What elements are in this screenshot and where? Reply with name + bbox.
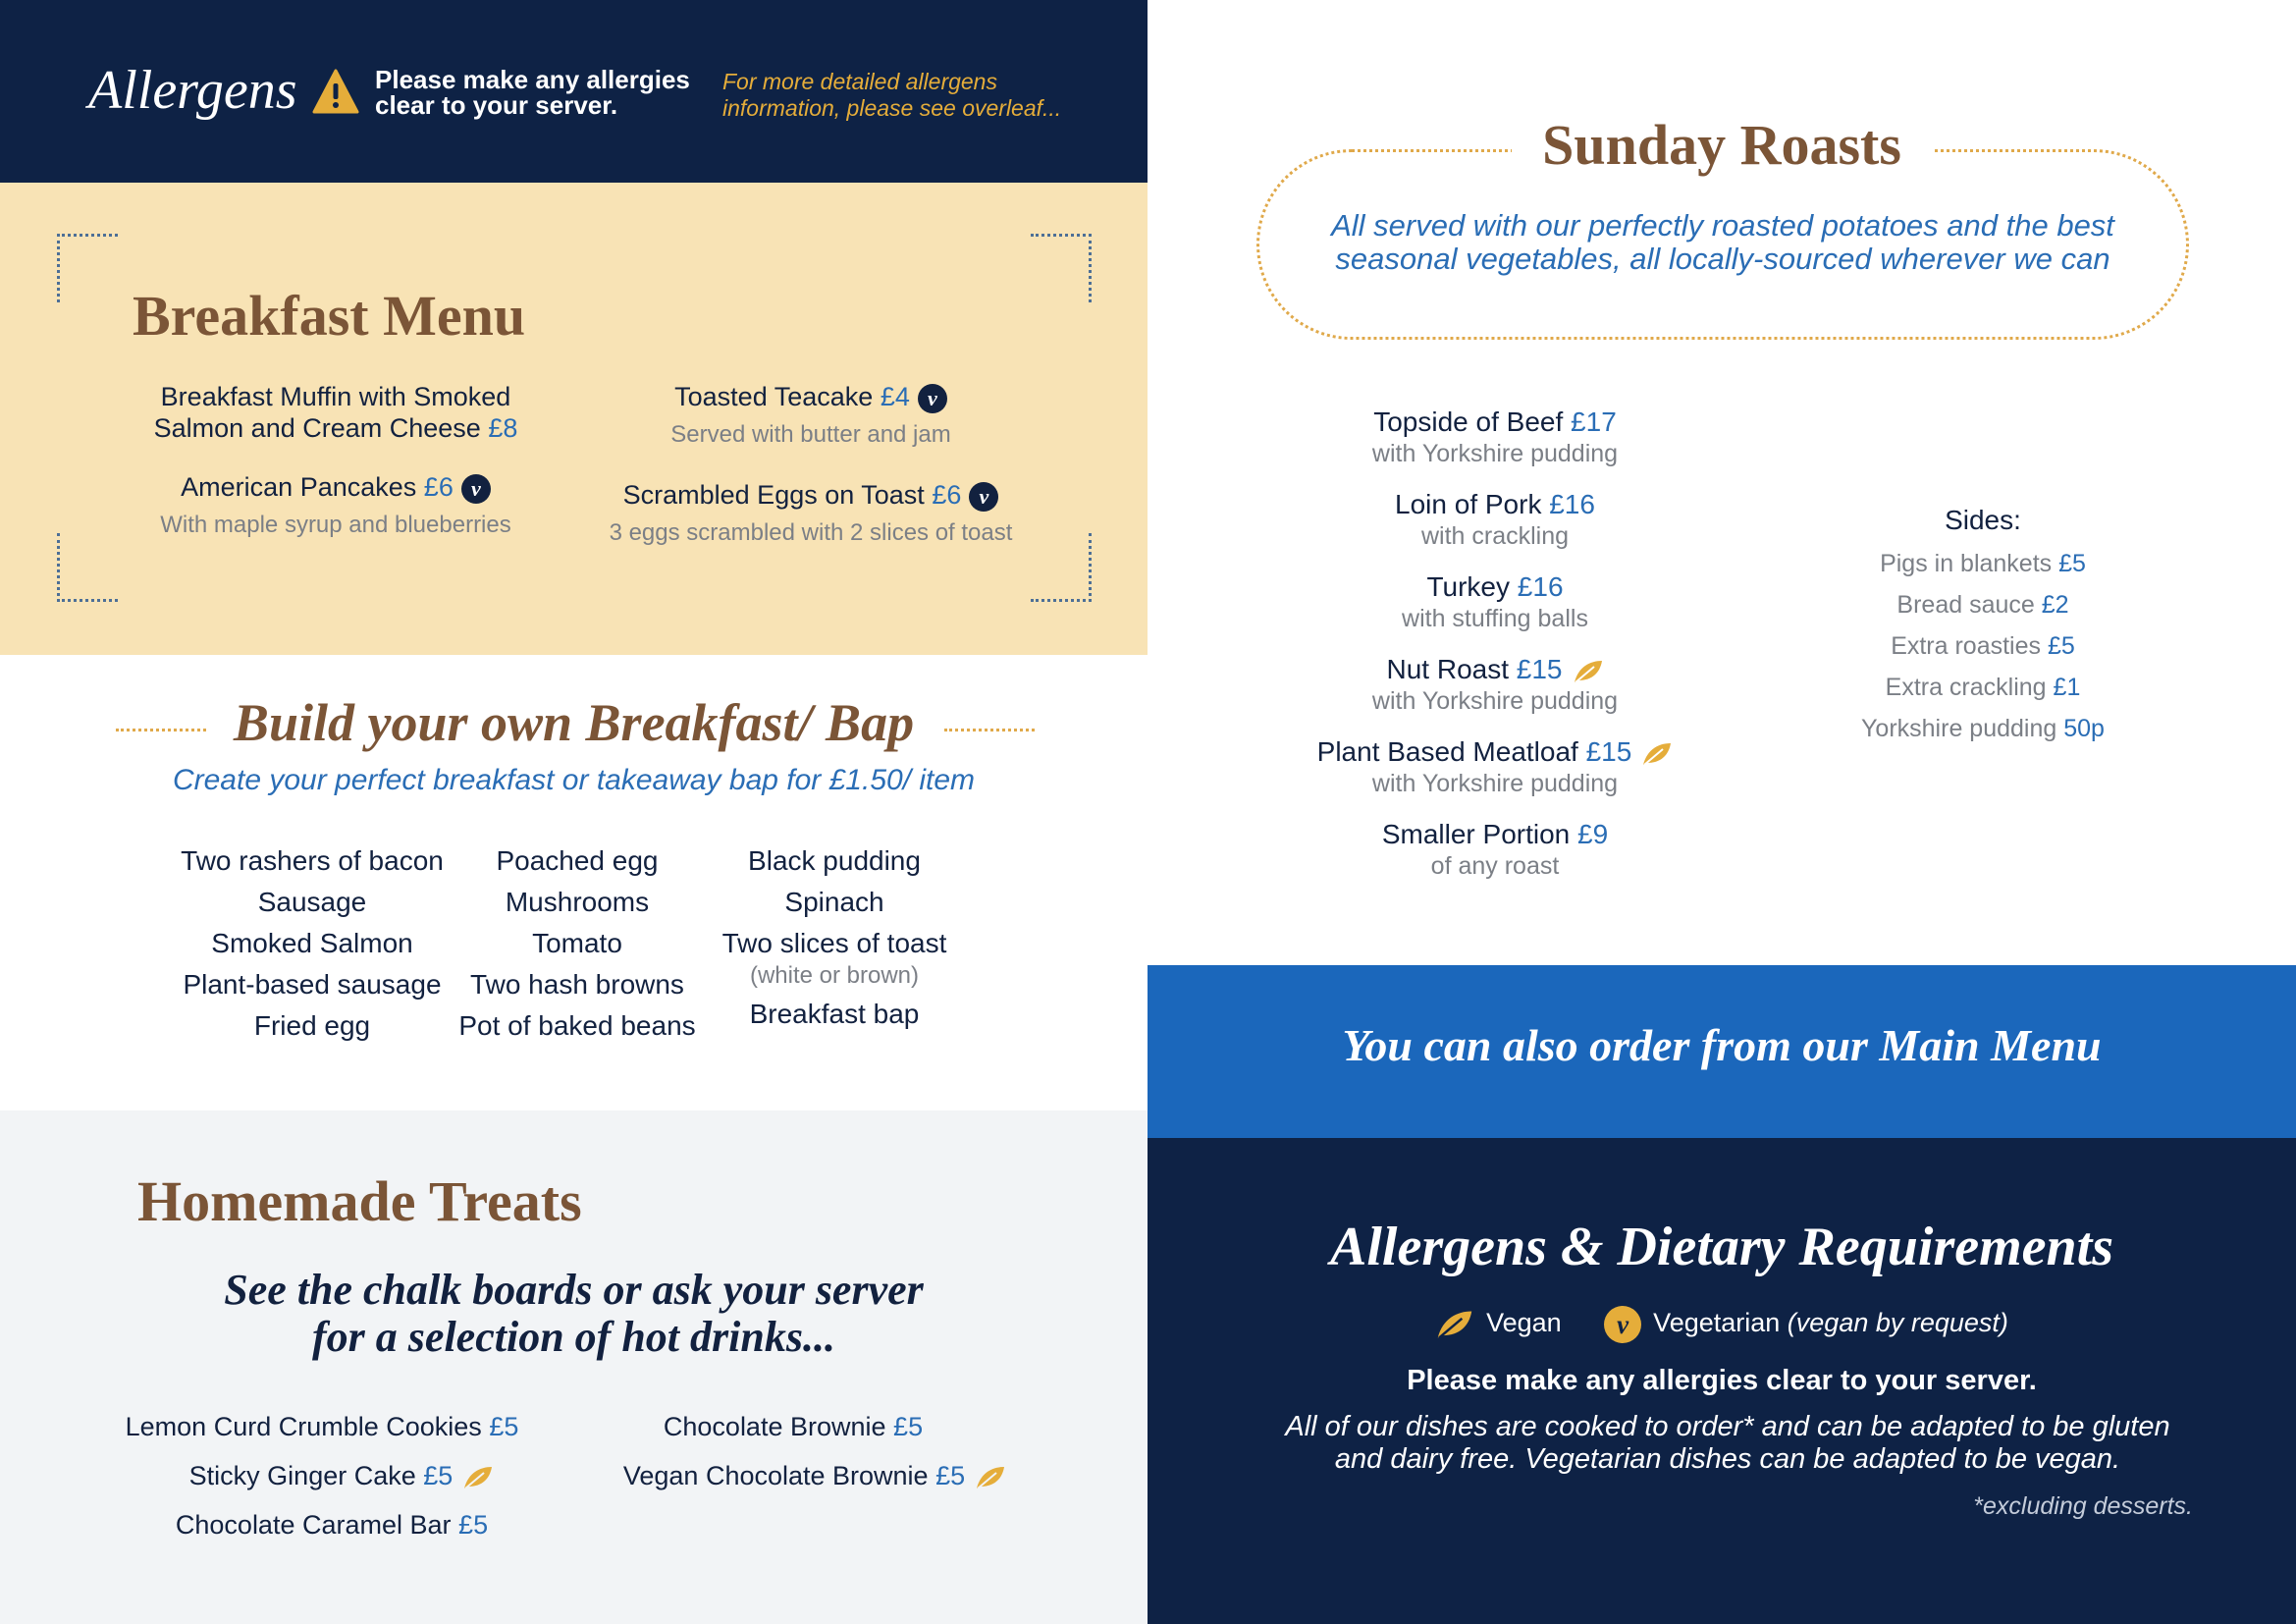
item-name: Chocolate Caramel Bar: [175, 1510, 452, 1540]
item-name: Chocolate Brownie: [663, 1412, 886, 1441]
item-price: £2: [2041, 591, 2069, 619]
build-column-3: [697, 840, 972, 1035]
dietary-title: Allergens & Dietary Requirements: [1330, 1217, 2113, 1277]
item-desc: with Yorkshire pudding: [1371, 440, 1619, 467]
subtitle-line: See the chalk boards or ask your server: [224, 1266, 924, 1314]
item-price: £1: [2053, 674, 2081, 701]
menu-item: [155, 1461, 528, 1491]
menu-item: [90, 471, 581, 541]
item-desc: with Yorkshire pudding: [1371, 770, 1619, 797]
roasts-title: Sunday Roasts: [1542, 113, 1901, 177]
list-item: Smoked Salmon: [211, 928, 413, 958]
vegan-leaf-icon: [1573, 659, 1604, 684]
side-item: [1787, 715, 2179, 743]
item-name: Lemon Curd Crumble Cookies: [125, 1412, 482, 1441]
roast-item: [1250, 571, 1740, 634]
item-price: £5: [935, 1461, 966, 1490]
item-name: Smaller Portion: [1381, 819, 1571, 849]
side-item: [1787, 632, 2179, 661]
list-item: Two slices of toast: [721, 928, 947, 958]
item-name: Nut Roast: [1386, 654, 1509, 684]
list-item: Two rashers of bacon: [181, 845, 444, 876]
item-name: Extra crackling: [1885, 674, 2047, 701]
item-price: £17: [1571, 406, 1617, 437]
list-item: Plant-based sausage: [183, 969, 442, 1000]
item-name: American Pancakes: [181, 472, 417, 502]
legend-vegetarian-label: Vegetarian: [1653, 1308, 1781, 1338]
item-name: Plant Based Meatloaf: [1316, 736, 1578, 767]
item-name: Extra roasties: [1891, 632, 2042, 660]
item-name: Breakfast Muffin with Smoked Salmon and Cream Cheese: [153, 382, 511, 443]
roast-item: [1250, 489, 1740, 552]
item-desc: with crackling: [1420, 522, 1570, 550]
item-price: £15: [1585, 736, 1632, 767]
allergens-title: Allergens: [88, 60, 297, 121]
item-price: £4: [880, 382, 910, 411]
corner-bracket: [57, 533, 118, 602]
item-price: £5: [893, 1412, 924, 1441]
breakfast-title: Breakfast Menu: [133, 284, 526, 348]
item-price: £5: [458, 1510, 489, 1540]
dietary-legend: [1148, 1306, 2296, 1343]
item-price: £9: [1577, 819, 1609, 849]
legend-vegetarian-note: (vegan by request): [1787, 1308, 2008, 1338]
list-item: Poached egg: [496, 845, 659, 876]
vegan-leaf-icon: [975, 1465, 1006, 1490]
item-price: £5: [423, 1461, 454, 1490]
build-title: Build your own Breakfast/ Bap: [233, 693, 915, 752]
item-name: Pigs in blankets: [1880, 550, 2053, 577]
item-name: Toasted Teacake: [674, 382, 874, 411]
list-item: Breakfast bap: [749, 999, 920, 1029]
item-price: £5: [2058, 550, 2086, 577]
item-name: Scrambled Eggs on Toast: [622, 480, 925, 510]
menu-item: [106, 1412, 538, 1442]
subtitle-line: All served with our perfectly roasted potatoes and the best: [1331, 208, 2114, 243]
list-item: Sausage: [257, 887, 367, 917]
item-price: £6: [932, 480, 962, 510]
list-item: Pot of baked beans: [458, 1010, 696, 1041]
dietary-allergy-line: Please make any allergies clear to your server.: [1407, 1365, 2037, 1396]
dietary-body: [1256, 1411, 2199, 1476]
vegetarian-icon: v: [1604, 1306, 1641, 1343]
treats-title: Homemade Treats: [137, 1169, 582, 1233]
item-price: £5: [2047, 632, 2075, 660]
item-desc: with Yorkshire pudding: [1371, 687, 1619, 715]
menu-item: [120, 381, 552, 444]
item-name: Turkey: [1426, 571, 1511, 602]
item-price: £15: [1516, 654, 1563, 684]
vegetarian-icon: v: [918, 384, 947, 413]
build-subtitle: Create your perfect breakfast or takeaway bap for £1.50/ item: [172, 764, 976, 796]
item-price: £5: [489, 1412, 519, 1441]
side-item: [1787, 591, 2179, 620]
roast-item: [1250, 736, 1740, 799]
item-name: Yorkshire pudding: [1861, 715, 2057, 742]
menu-item: [597, 1412, 989, 1442]
side-item: [1787, 674, 2179, 702]
list-item: Black pudding: [748, 845, 921, 876]
roast-item: [1250, 819, 1740, 882]
treats-subtitle: [0, 1267, 1148, 1361]
vegan-leaf-icon: [1435, 1309, 1474, 1340]
vegetarian-icon: v: [461, 474, 491, 504]
item-desc: with stuffing balls: [1402, 605, 1588, 632]
list-item: Spinach: [784, 887, 884, 917]
item-price: 50p: [2063, 715, 2105, 742]
build-column-1: [155, 840, 469, 1047]
subtitle-line: for a selection of hot drinks...: [312, 1313, 835, 1361]
body-line: and dairy free. Vegetarian dishes can be adapted to be vegan.: [1334, 1443, 2121, 1475]
item-desc: of any roast: [1430, 852, 1560, 880]
roasts-subtitle: [1266, 209, 2179, 276]
list-item: Two hash browns: [470, 969, 684, 1000]
corner-bracket: [1031, 234, 1092, 302]
roast-item: [1250, 406, 1740, 469]
dietary-footnote: *excluding desserts.: [1973, 1492, 2193, 1520]
legend-vegan-label: Vegan: [1486, 1308, 1562, 1338]
sides-heading: Sides:: [1945, 505, 2021, 535]
item-desc: 3 eggs scrambled with 2 slices of toast: [609, 518, 1013, 546]
item-price: £6: [423, 472, 454, 502]
item-price: £16: [1549, 489, 1595, 519]
menu-item: [565, 479, 1056, 549]
item-name: Loin of Pork: [1395, 489, 1542, 519]
item-name: Topside of Beef: [1373, 406, 1564, 437]
body-line: All of our dishes are cooked to order* and can be adapted to be gluten: [1285, 1411, 2170, 1442]
allergy-message: Please make any allergies clear to your server.: [375, 65, 690, 120]
side-item: [1787, 550, 2179, 578]
subtitle-line: seasonal vegetables, all locally-sourced wherever we can: [1335, 242, 2110, 276]
item-price: £8: [488, 413, 518, 443]
list-item: Mushrooms: [505, 887, 650, 917]
vegetarian-icon: v: [969, 482, 998, 512]
item-name: Bread sauce: [1896, 591, 2035, 619]
menu-item: [155, 1510, 508, 1541]
vegan-leaf-icon: [462, 1465, 494, 1490]
item-desc: With maple syrup and blueberries: [160, 511, 511, 538]
item-desc: Served with butter and jam: [670, 420, 951, 448]
roast-item: [1250, 654, 1740, 717]
main-menu-text: You can also order from our Main Menu: [1342, 1020, 2102, 1070]
list-item: Tomato: [532, 928, 622, 958]
item-name: Sticky Ginger Cake: [188, 1461, 416, 1490]
vegan-leaf-icon: [1641, 741, 1673, 767]
item-name: Vegan Chocolate Brownie: [622, 1461, 929, 1490]
warning-icon: [312, 69, 359, 114]
build-column-2: [430, 840, 724, 1047]
corner-bracket: [57, 234, 118, 302]
menu-item: [565, 381, 1056, 451]
list-item: Fried egg: [253, 1010, 371, 1041]
allergen-note: For more detailed allergens information, please see overleaf...: [722, 69, 1062, 121]
item-price: £16: [1517, 571, 1564, 602]
list-item-note: (white or brown): [749, 962, 920, 989]
menu-item: [589, 1461, 1041, 1491]
